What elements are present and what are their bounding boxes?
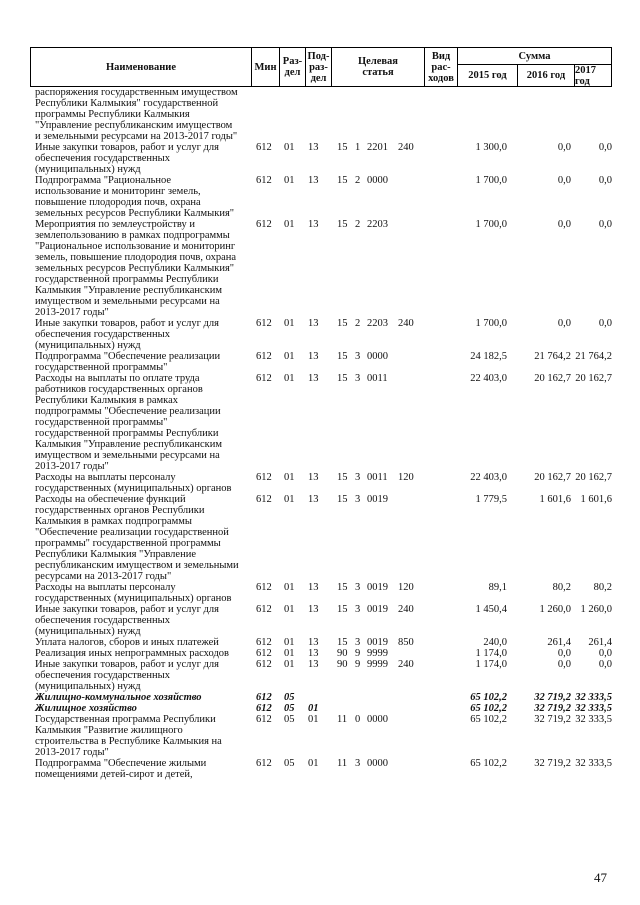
cell-cs-subprogram: 3 bbox=[355, 604, 361, 615]
cell-razdel: 01 bbox=[284, 494, 295, 505]
cell-name: Иные закупки товаров, работ и услуг для обеспечения государственных (муниципальных) нужд bbox=[35, 659, 219, 692]
cell-2017: 0,0 bbox=[598, 318, 612, 329]
cell-2016: 261,4 bbox=[547, 637, 571, 648]
cell-2015: 22 403,0 bbox=[470, 373, 507, 384]
cell-vid: 850 bbox=[398, 637, 414, 648]
page-number: 47 bbox=[594, 870, 607, 885]
cell-razdel: 01 bbox=[284, 219, 295, 230]
cell-2017: 261,4 bbox=[588, 637, 612, 648]
cell-name: Мероприятия по землеустройству и землепользованию в рамках подпрограммы "Рациональное использование и мониторинг земель, повышение плодородия почв, охрана земельных ресурсов Республики Калмыкия" государственной программы Республики Калмыкия "Управление республиканским имуществом и земельными ресурсами на 2013-2017 годы" bbox=[35, 219, 237, 318]
cell-podrazdel: 01 bbox=[308, 758, 319, 769]
cell-2015: 1 700,0 bbox=[475, 175, 507, 186]
cell-min: 612 bbox=[256, 604, 272, 615]
table-row bbox=[35, 219, 612, 318]
table-row bbox=[35, 758, 612, 780]
table-row bbox=[35, 582, 612, 604]
cell-name: Расходы на выплаты по оплате труда работников государственных органов Республики Калмыкия в рамках подпрограммы "Обеспечение реализации государственной программы" государственной программы Республики Калмыкия "Управление республиканским имуществом и земельными ресурсами на 2013-2017 годы" bbox=[35, 373, 223, 472]
cell-cs-subprogram: 9 bbox=[355, 648, 361, 659]
table-row bbox=[35, 494, 612, 582]
cell-2015: 24 182,5 bbox=[470, 351, 507, 362]
cell-cs-code: 0011 bbox=[367, 373, 388, 384]
header-podrazdel: Под- раз- дел bbox=[305, 48, 331, 86]
cell-2017: 32 333,5 bbox=[575, 714, 612, 725]
cell-min: 612 bbox=[256, 494, 272, 505]
cell-cs-subprogram: 1 bbox=[355, 142, 361, 153]
cell-podrazdel: 13 bbox=[308, 219, 319, 230]
header-celevaya-statya: Целевая статья bbox=[331, 48, 424, 86]
cell-razdel: 01 bbox=[284, 373, 295, 384]
table-body bbox=[35, 87, 612, 780]
cell-razdel: 01 bbox=[284, 351, 295, 362]
cell-2017: 21 764,2 bbox=[575, 351, 612, 362]
cell-podrazdel: 13 bbox=[308, 351, 319, 362]
table-row bbox=[35, 318, 612, 351]
header-vid-rashodov: Вид рас- ходов bbox=[424, 48, 457, 86]
cell-podrazdel: 13 bbox=[308, 582, 319, 593]
cell-podrazdel: 13 bbox=[308, 659, 319, 670]
cell-cs-code: 2203 bbox=[367, 219, 388, 230]
cell-2016: 0,0 bbox=[557, 648, 571, 659]
cell-cs-subprogram: 3 bbox=[355, 472, 361, 483]
cell-cs-program: 15 bbox=[337, 494, 348, 505]
cell-vid: 240 bbox=[398, 604, 414, 615]
table-row bbox=[35, 637, 612, 648]
cell-2015: 1 450,4 bbox=[475, 604, 507, 615]
cell-2017: 32 333,5 bbox=[575, 758, 612, 769]
cell-2017: 0,0 bbox=[598, 219, 612, 230]
cell-2015: 65 102,2 bbox=[470, 703, 507, 714]
header-summa: Сумма bbox=[457, 48, 611, 65]
cell-razdel: 01 bbox=[284, 142, 295, 153]
cell-cs-code: 2201 bbox=[367, 142, 388, 153]
cell-vid: 240 bbox=[398, 142, 414, 153]
cell-min: 612 bbox=[256, 175, 272, 186]
cell-cs-code: 0000 bbox=[367, 175, 388, 186]
table-row bbox=[35, 175, 612, 219]
table-row bbox=[35, 703, 612, 714]
cell-name: Расходы на выплаты персоналу государственных (муниципальных) органов bbox=[35, 472, 232, 494]
cell-razdel: 01 bbox=[284, 472, 295, 483]
cell-2016: 0,0 bbox=[557, 219, 571, 230]
cell-2017: 0,0 bbox=[598, 659, 612, 670]
cell-podrazdel: 13 bbox=[308, 648, 319, 659]
cell-min: 612 bbox=[256, 351, 272, 362]
header-min: Мин bbox=[251, 48, 279, 86]
cell-name: Иные закупки товаров, работ и услуг для обеспечения государственных (муниципальных) нужд bbox=[35, 142, 219, 175]
cell-cs-code: 0019 bbox=[367, 604, 388, 615]
table-row bbox=[35, 87, 612, 142]
cell-podrazdel: 13 bbox=[308, 142, 319, 153]
cell-cs-code: 0019 bbox=[367, 637, 388, 648]
cell-podrazdel: 13 bbox=[308, 472, 319, 483]
header-2016: 2016 год bbox=[517, 65, 574, 86]
cell-min: 612 bbox=[256, 219, 272, 230]
cell-razdel: 01 bbox=[284, 175, 295, 186]
cell-2015: 1 174,0 bbox=[475, 648, 507, 659]
cell-podrazdel: 13 bbox=[308, 494, 319, 505]
cell-2015: 1 300,0 bbox=[475, 142, 507, 153]
cell-cs-code: 0019 bbox=[367, 582, 388, 593]
cell-cs-program: 15 bbox=[337, 604, 348, 615]
cell-2016: 20 162,7 bbox=[534, 472, 571, 483]
table-header bbox=[30, 47, 612, 87]
cell-2015: 1 174,0 bbox=[475, 659, 507, 670]
cell-cs-program: 15 bbox=[337, 142, 348, 153]
cell-name: Государственная программа Республики Калмыкия "Развитие жилищного строительства в Республике Калмыкия на 2013-2017 годы" bbox=[35, 714, 222, 758]
header-razdel: Раз- дел bbox=[279, 48, 305, 86]
cell-2016: 20 162,7 bbox=[534, 373, 571, 384]
cell-2015: 65 102,2 bbox=[470, 714, 507, 725]
cell-cs-subprogram: 3 bbox=[355, 758, 361, 769]
cell-2016: 32 719,2 bbox=[534, 714, 571, 725]
cell-min: 612 bbox=[256, 758, 272, 769]
cell-name: Иные закупки товаров, работ и услуг для обеспечения государственных (муниципальных) нужд bbox=[35, 604, 219, 637]
cell-min: 612 bbox=[256, 472, 272, 483]
cell-cs-subprogram: 3 bbox=[355, 351, 361, 362]
cell-cs-subprogram: 2 bbox=[355, 219, 361, 230]
table-row bbox=[35, 351, 612, 373]
cell-2016: 1 601,6 bbox=[539, 494, 571, 505]
cell-cs-code: 0011 bbox=[367, 472, 388, 483]
cell-cs-program: 90 bbox=[337, 648, 348, 659]
cell-podrazdel: 13 bbox=[308, 318, 319, 329]
cell-razdel: 05 bbox=[284, 714, 295, 725]
cell-podrazdel: 01 bbox=[308, 703, 319, 714]
cell-podrazdel: 13 bbox=[308, 637, 319, 648]
header-name: Наименование bbox=[106, 61, 176, 73]
table-row bbox=[35, 659, 612, 692]
cell-cs-program: 11 bbox=[337, 758, 348, 769]
table-row bbox=[35, 648, 612, 659]
cell-2016: 0,0 bbox=[557, 659, 571, 670]
cell-2015: 65 102,2 bbox=[470, 692, 507, 703]
cell-name: Расходы на выплаты персоналу государственных (муниципальных) органов bbox=[35, 582, 232, 604]
cell-2015: 65 102,2 bbox=[470, 758, 507, 769]
cell-podrazdel: 13 bbox=[308, 175, 319, 186]
cell-name: Подпрограмма "Обеспечение жилыми помещениями детей-сирот и детей, bbox=[35, 758, 207, 780]
table-row bbox=[35, 472, 612, 494]
cell-2015: 240,0 bbox=[483, 637, 507, 648]
cell-2017: 1 260,0 bbox=[580, 604, 612, 615]
cell-2017: 0,0 bbox=[598, 175, 612, 186]
table-row bbox=[35, 604, 612, 637]
cell-cs-subprogram: 3 bbox=[355, 373, 361, 384]
cell-cs-program: 15 bbox=[337, 637, 348, 648]
cell-2017: 32 333,5 bbox=[575, 703, 612, 714]
cell-razdel: 01 bbox=[284, 582, 295, 593]
cell-2017: 20 162,7 bbox=[575, 373, 612, 384]
cell-podrazdel: 01 bbox=[308, 714, 319, 725]
cell-cs-code: 0000 bbox=[367, 758, 388, 769]
cell-cs-program: 15 bbox=[337, 318, 348, 329]
cell-2015: 1 779,5 bbox=[475, 494, 507, 505]
cell-2016: 0,0 bbox=[557, 175, 571, 186]
cell-2017: 32 333,5 bbox=[575, 692, 612, 703]
cell-2015: 1 700,0 bbox=[475, 219, 507, 230]
cell-name: Расходы на обеспечение функций государственных органов Республики Калмыкия в рамках подпрограммы "Обеспечение реализации государственной программы" государственной программы Республики Калмыкия "Управление республиканским имуществом и земельными ресурсами на 2013-2017 годы" bbox=[35, 494, 239, 582]
cell-cs-program: 15 bbox=[337, 472, 348, 483]
cell-2017: 0,0 bbox=[598, 142, 612, 153]
cell-min: 612 bbox=[256, 692, 272, 703]
cell-razdel: 05 bbox=[284, 758, 295, 769]
cell-cs-program: 15 bbox=[337, 219, 348, 230]
cell-name: Жилищное хозяйство bbox=[35, 703, 137, 714]
cell-2016: 0,0 bbox=[557, 318, 571, 329]
cell-name: распоряжения государственным имуществом Республики Калмыкия" государственной программы Республики Калмыкия "Управление республиканским имуществом и земельными ресурсами на 2013-2017 годы" bbox=[35, 87, 238, 142]
cell-name: Подпрограмма "Рациональное использование и мониторинг земель, повышение плодородия почв, охрана земельных ресурсов Республики Калмыкия" bbox=[35, 175, 235, 219]
cell-vid: 120 bbox=[398, 472, 414, 483]
cell-name: Подпрограмма "Обеспечение реализации государственной программы" bbox=[35, 351, 221, 373]
cell-cs-subprogram: 3 bbox=[355, 494, 361, 505]
cell-cs-subprogram: 2 bbox=[355, 318, 361, 329]
cell-2015: 89,1 bbox=[488, 582, 507, 593]
cell-razdel: 01 bbox=[284, 318, 295, 329]
cell-cs-code: 2203 bbox=[367, 318, 388, 329]
cell-cs-subprogram: 9 bbox=[355, 659, 361, 670]
cell-min: 612 bbox=[256, 648, 272, 659]
cell-cs-code: 0000 bbox=[367, 714, 388, 725]
cell-cs-code: 9999 bbox=[367, 659, 388, 670]
cell-min: 612 bbox=[256, 582, 272, 593]
cell-2017: 0,0 bbox=[598, 648, 612, 659]
cell-2016: 1 260,0 bbox=[539, 604, 571, 615]
table-row bbox=[35, 142, 612, 175]
cell-min: 612 bbox=[256, 142, 272, 153]
cell-cs-program: 90 bbox=[337, 659, 348, 670]
cell-2015: 22 403,0 bbox=[470, 472, 507, 483]
cell-razdel: 01 bbox=[284, 648, 295, 659]
header-2017: 2017 год bbox=[574, 65, 611, 86]
cell-min: 612 bbox=[256, 659, 272, 670]
cell-razdel: 01 bbox=[284, 604, 295, 615]
cell-name: Иные закупки товаров, работ и услуг для обеспечения государственных (муниципальных) нужд bbox=[35, 318, 219, 351]
cell-name: Реализация иных непрограммных расходов bbox=[35, 648, 230, 659]
cell-name: Уплата налогов, сборов и иных платежей bbox=[35, 637, 219, 648]
cell-vid: 240 bbox=[398, 318, 414, 329]
cell-min: 612 bbox=[256, 637, 272, 648]
cell-cs-subprogram: 3 bbox=[355, 582, 361, 593]
cell-razdel: 05 bbox=[284, 703, 295, 714]
cell-cs-code: 9999 bbox=[367, 648, 388, 659]
header-2015: 2015 год bbox=[457, 65, 517, 86]
cell-2016: 32 719,2 bbox=[534, 703, 571, 714]
cell-podrazdel: 13 bbox=[308, 604, 319, 615]
table-row bbox=[35, 373, 612, 472]
cell-min: 612 bbox=[256, 714, 272, 725]
cell-cs-program: 15 bbox=[337, 373, 348, 384]
cell-cs-subprogram: 3 bbox=[355, 637, 361, 648]
cell-cs-program: 11 bbox=[337, 714, 348, 725]
table-row bbox=[35, 714, 612, 758]
cell-2017: 80,2 bbox=[593, 582, 612, 593]
cell-name: Жилищно-коммунальное хозяйство bbox=[35, 692, 202, 703]
cell-cs-subprogram: 0 bbox=[355, 714, 361, 725]
cell-2016: 32 719,2 bbox=[534, 758, 571, 769]
table-row bbox=[35, 692, 612, 703]
cell-2017: 20 162,7 bbox=[575, 472, 612, 483]
cell-cs-code: 0019 bbox=[367, 494, 388, 505]
cell-2017: 1 601,6 bbox=[580, 494, 612, 505]
cell-2016: 0,0 bbox=[557, 142, 571, 153]
cell-2016: 80,2 bbox=[552, 582, 571, 593]
cell-2015: 1 700,0 bbox=[475, 318, 507, 329]
cell-razdel: 01 bbox=[284, 637, 295, 648]
cell-cs-code: 0000 bbox=[367, 351, 388, 362]
cell-cs-program: 15 bbox=[337, 351, 348, 362]
cell-vid: 120 bbox=[398, 582, 414, 593]
cell-cs-subprogram: 2 bbox=[355, 175, 361, 186]
cell-razdel: 01 bbox=[284, 659, 295, 670]
cell-podrazdel: 13 bbox=[308, 373, 319, 384]
cell-cs-program: 15 bbox=[337, 175, 348, 186]
cell-2016: 21 764,2 bbox=[534, 351, 571, 362]
cell-min: 612 bbox=[256, 373, 272, 384]
cell-min: 612 bbox=[256, 703, 272, 714]
cell-razdel: 05 bbox=[284, 692, 295, 703]
cell-min: 612 bbox=[256, 318, 272, 329]
cell-cs-program: 15 bbox=[337, 582, 348, 593]
cell-2016: 32 719,2 bbox=[534, 692, 571, 703]
cell-vid: 240 bbox=[398, 659, 414, 670]
